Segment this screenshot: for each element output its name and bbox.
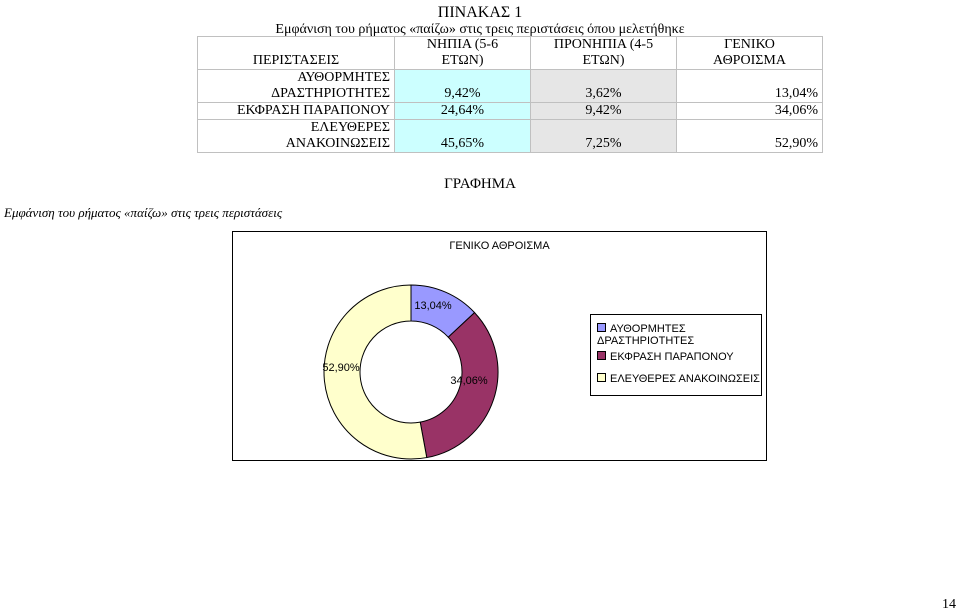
page-number: 14 [942,597,956,612]
header-cell [395,37,531,70]
table-cell: 3,62% [531,70,677,103]
legend-item [597,351,762,363]
table-row [198,70,823,103]
header-line: ΝΗΠΙΑ (5-6 [426,37,499,52]
data-table [197,36,823,153]
table-cell: 34,06% [677,103,823,120]
graph-caption: Εμφάνιση του ρήματος «παίζω» στις τρεις περιστάσεις [4,205,283,220]
table-row [198,103,823,120]
header-line: ΓΕΝΙΚΟ [724,37,775,52]
legend-label: ΔΡΑΣΤΗΡΙΟΤΗΤΕΣ [597,335,695,347]
table-cell: 13,04% [677,70,823,103]
row-label [198,120,395,153]
header-cell [677,37,823,70]
table-row [198,120,823,153]
header-line: ΠΕΡΙΣΤΑΣΕΙΣ [252,53,340,68]
header-line: ΕΤΩΝ) [441,53,484,68]
legend-label: ΕΚΦΡΑΣΗ ΠΑΡΑΠΟΝΟΥ [610,351,734,363]
header-line: ΕΤΩΝ) [582,53,625,68]
chart-frame [232,231,767,461]
header-line: ΠΡΟΝΗΠΙΑ (4-5 [553,37,654,52]
graph-title: ΓΡΑΦΗΜΑ [444,176,516,192]
table-title: ΠΙΝΑΚΑΣ 1 [437,4,523,21]
legend-swatch [597,323,606,332]
slice-data-label: 13,04% [414,300,452,312]
table-cell: 24,64% [395,103,531,120]
chart-title: ΓΕΝΙΚΟ ΑΘΡΟΙΣΜΑ [449,240,550,252]
row-label [198,103,395,120]
legend-label: ΑΥΘΟΡΜΗΤΕΣ [610,323,686,335]
legend-label: ΕΛΕΥΘΕΡΕΣ ΑΝΑΚΟΙΝΩΣΕΙΣ [610,373,760,385]
legend-swatch [597,351,606,360]
legend-item [597,373,762,385]
row-label-line: ΕΚΦΡΑΣΗ ΠΑΡΑΠΟΝΟΥ [236,103,390,118]
table-cell: 9,42% [531,103,677,120]
header-cell [198,37,395,70]
header-cell [531,37,677,70]
slice-data-label: 52,90% [322,362,360,374]
legend-item [597,323,762,347]
header-line: ΑΘΡΟΙΣΜΑ [713,53,786,68]
legend-swatch [597,373,606,382]
row-label-line: ΕΛΕΥΘΕΡΕΣ [310,120,390,135]
table-cell: 7,25% [531,120,677,153]
table-cell: 45,65% [395,120,531,153]
row-label-line: ΑΝΑΚΟΙΝΩΣΕΙΣ [285,136,390,151]
chart-legend [590,314,762,396]
slice-data-label: 34,06% [450,375,488,387]
table-cell: 9,42% [395,70,531,103]
row-label [198,70,395,103]
table-header-row [198,37,823,70]
table-caption: Εμφάνιση του ρήματος «παίζω» στις τρεις περιστάσεις όπου μελετήθηκε [275,22,685,37]
table-cell: 52,90% [677,120,823,153]
row-label-line: ΑΥΘΟΡΜΗΤΕΣ [297,70,390,85]
row-label-line: ΔΡΑΣΤΗΡΙΟΤΗΤΕΣ [271,86,390,101]
